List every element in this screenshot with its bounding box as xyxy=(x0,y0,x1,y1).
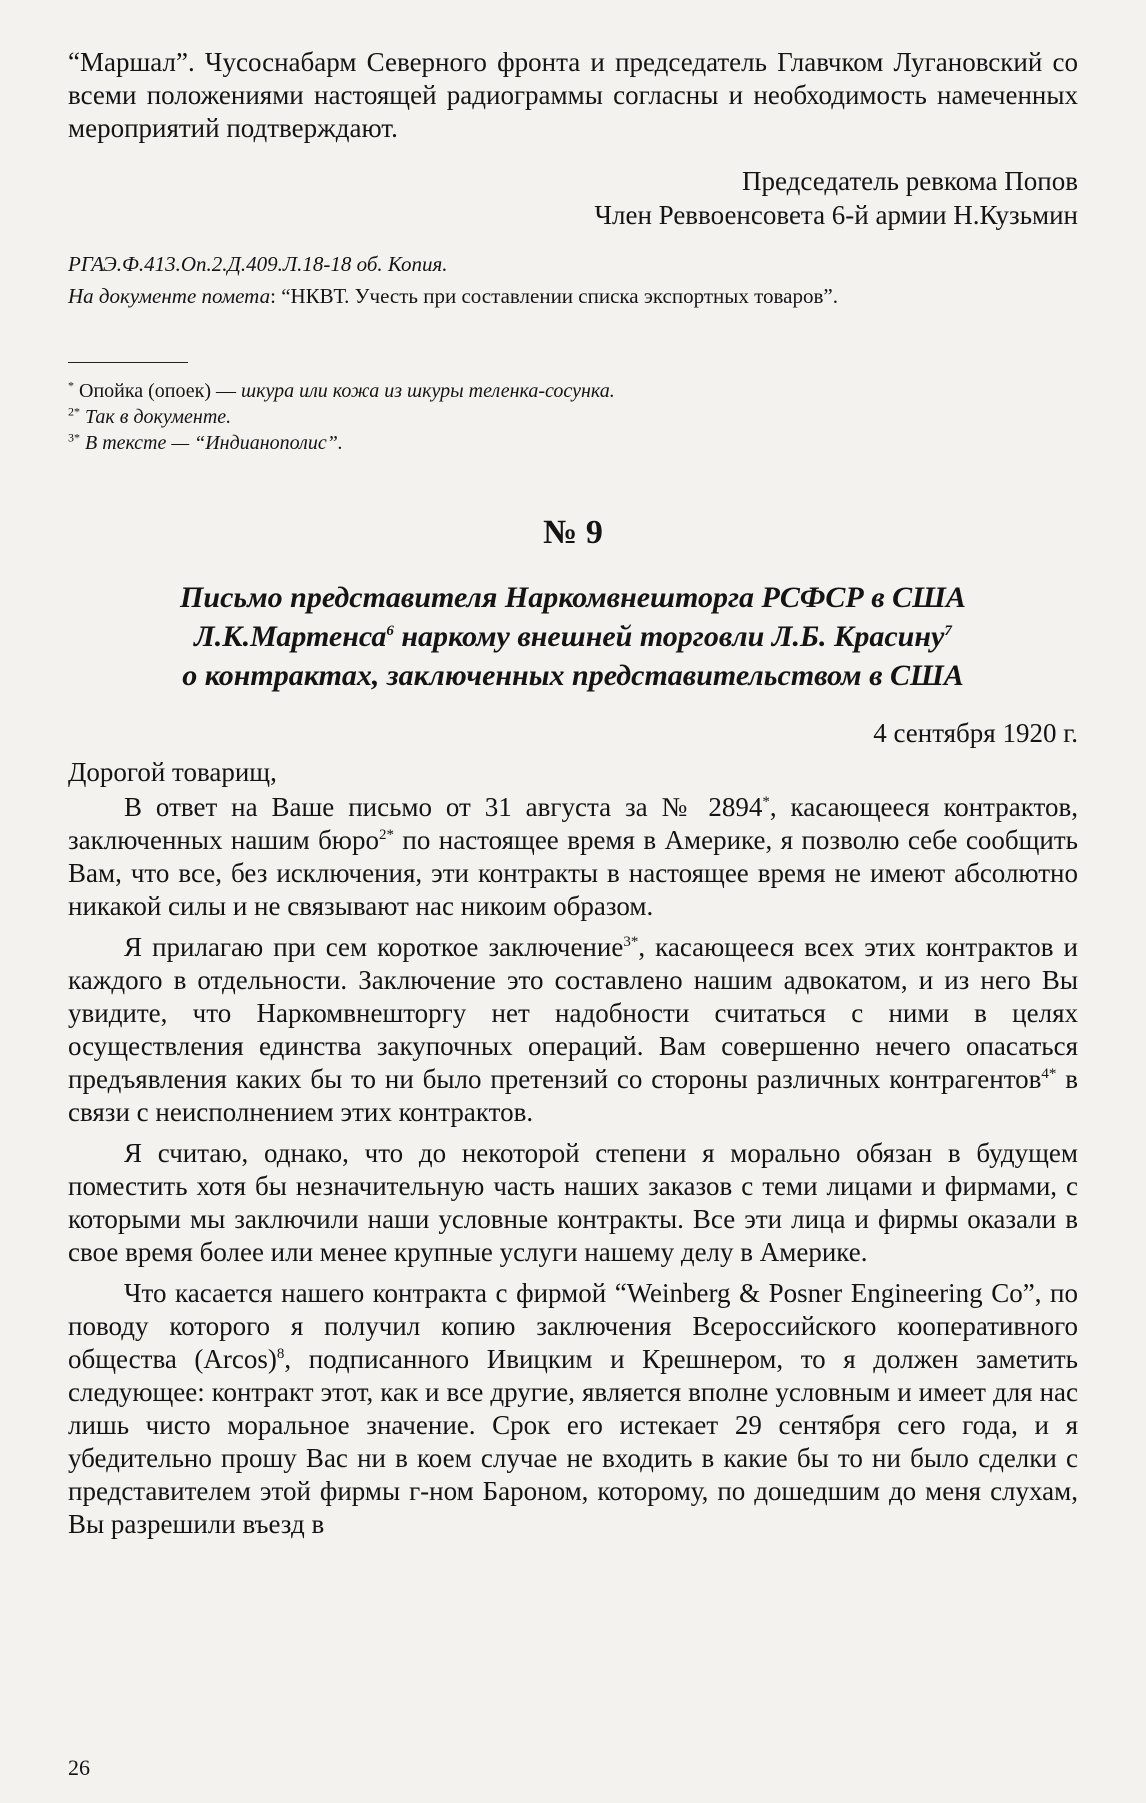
title-text: наркому внешней торговли Л.Б. Красину xyxy=(393,620,945,653)
footnote-text: В тексте — “Индианополис”. xyxy=(85,432,343,454)
signature-line: Член Реввоенсовета 6-й армии Н.Кузьмин xyxy=(594,200,1078,230)
paragraph-3: Я считаю, однако, что до некоторой степени я морально обязан в будущем поместить хотя бы незначительную часть наших заказов с теми лицами и фирмами, с которыми мы заключили наши условные контракты. Все эти лица и фирмы оказали в свое время более или менее крупные услуги нашему делу в Америке. xyxy=(68,1138,1078,1267)
document-heading-block xyxy=(68,514,1078,552)
date-block xyxy=(68,716,1078,750)
salutation: Дорогой товарищ, xyxy=(68,757,277,787)
footnote-mark: 4* xyxy=(1041,1066,1057,1082)
archive-note-block xyxy=(68,250,1078,310)
title-text: Л.К.Мартенса xyxy=(194,620,387,653)
intro-block xyxy=(68,46,1078,145)
footnote-mark: 3* xyxy=(623,934,639,950)
document-note xyxy=(68,282,1078,310)
paragraph-text: В ответ на Ваше письмо от 31 августа за № 2894 xyxy=(124,792,763,822)
paragraph-text: , подписанного Ивицким и Крешнером, то я должен заметить следующее: контракт этот, как и все другие, является вполне условным и имеет для нас лишь чисто моральное значение. Срок его истекает 29 сентября сего года, и я убедительно прошу Вас ни в коем случае не входить в какие бы то ни было сделки с представителем этой фирмы г-ном Бароном, которому, по дошедшим до меня слухам, Вы разрешили въезд в xyxy=(68,1344,1078,1539)
footnote-text: шкура или кожа из шкуры теленка-сосунка. xyxy=(236,380,615,402)
footnote xyxy=(68,378,1078,404)
paragraph-4 xyxy=(68,1277,1078,1541)
title-line: Письмо представителя Наркомвнешторга РСФСР в США xyxy=(180,581,966,614)
document-title-block xyxy=(68,578,1078,695)
intro-paragraph: “Маршал”. Чусоснабарм Северного фронта и председатель Главчком Лугановский со всеми положениями настоящей радиограммы согласны и необходимость намеченных мероприятий подтверждают. xyxy=(68,47,1078,143)
footnote-text: Так в документе. xyxy=(85,406,232,428)
signature-line: Председатель ревкома Попов xyxy=(742,166,1078,196)
letter-body xyxy=(68,756,1078,1541)
footnotes xyxy=(68,378,1078,456)
footnote-mark: 2* xyxy=(378,827,394,843)
document-number: № 9 xyxy=(543,514,603,551)
paragraph-text: в связи с неисполнением этих контрактов. xyxy=(68,1064,1078,1127)
footnote-divider xyxy=(68,362,188,363)
paragraph-text: , касающееся контрактов, заключенных нашим бюро xyxy=(68,792,1078,855)
footnote xyxy=(68,404,1078,430)
title-footnote-mark: 6 xyxy=(386,623,394,639)
note-label: На документе помета xyxy=(68,284,271,308)
title-line: о контрактах, заключенных представительством в США xyxy=(182,659,964,692)
paragraph-text: Я прилагаю при сем короткое заключение xyxy=(124,932,624,962)
document-date: 4 сентября 1920 г. xyxy=(873,718,1078,748)
footnote-mark: 2* xyxy=(68,404,80,419)
paragraph-text: Что касается нашего контракта с фирмой “Weinberg & Posner Engineering Co”, по поводу которого я получил копию заключения Всероссийского кооперативного общества (Arcos) xyxy=(68,1278,1078,1374)
page-number: 26 xyxy=(68,1755,90,1780)
footnote xyxy=(68,430,1078,456)
title-footnote-mark: 7 xyxy=(944,623,952,639)
footnote-term: Опойка (опоек) — xyxy=(79,380,237,402)
paragraph-2 xyxy=(68,931,1078,1129)
footnote-mark: 3* xyxy=(68,430,80,445)
archive-reference: РГАЭ.Ф.413.Оп.2.Д.409.Л.18-18 об. Копия. xyxy=(68,252,448,276)
footnote-mark: * xyxy=(762,794,770,810)
footnote-mark: * xyxy=(68,378,74,393)
footnote-mark: 8 xyxy=(276,1346,285,1362)
paragraph-1 xyxy=(68,791,1078,923)
paragraph-text: , касающееся всех этих контрактов и каждого в отдельности. Заключение это составлено нашим адвокатом, и из него Вы увидите, что Наркомвнешторгу нет надобности считаться с ними в целях осуществления единства закупочных операций. Вам совершенно нечего опасаться предъявления каких бы то ни было претензий со стороны различных контрагентов xyxy=(68,932,1078,1094)
title-line xyxy=(68,617,1078,656)
signature-block xyxy=(68,164,1078,232)
paragraph-text: по настоящее время в Америке, я позволю себе сообщить Вам, что все, без исключения, эти контракты в настоящее время не имеют абсолютно никакой силы и не связывают нас никоим образом. xyxy=(68,825,1078,921)
note-text: : “НКВТ. Учесть при составлении списка экспортных товаров”. xyxy=(270,284,838,308)
